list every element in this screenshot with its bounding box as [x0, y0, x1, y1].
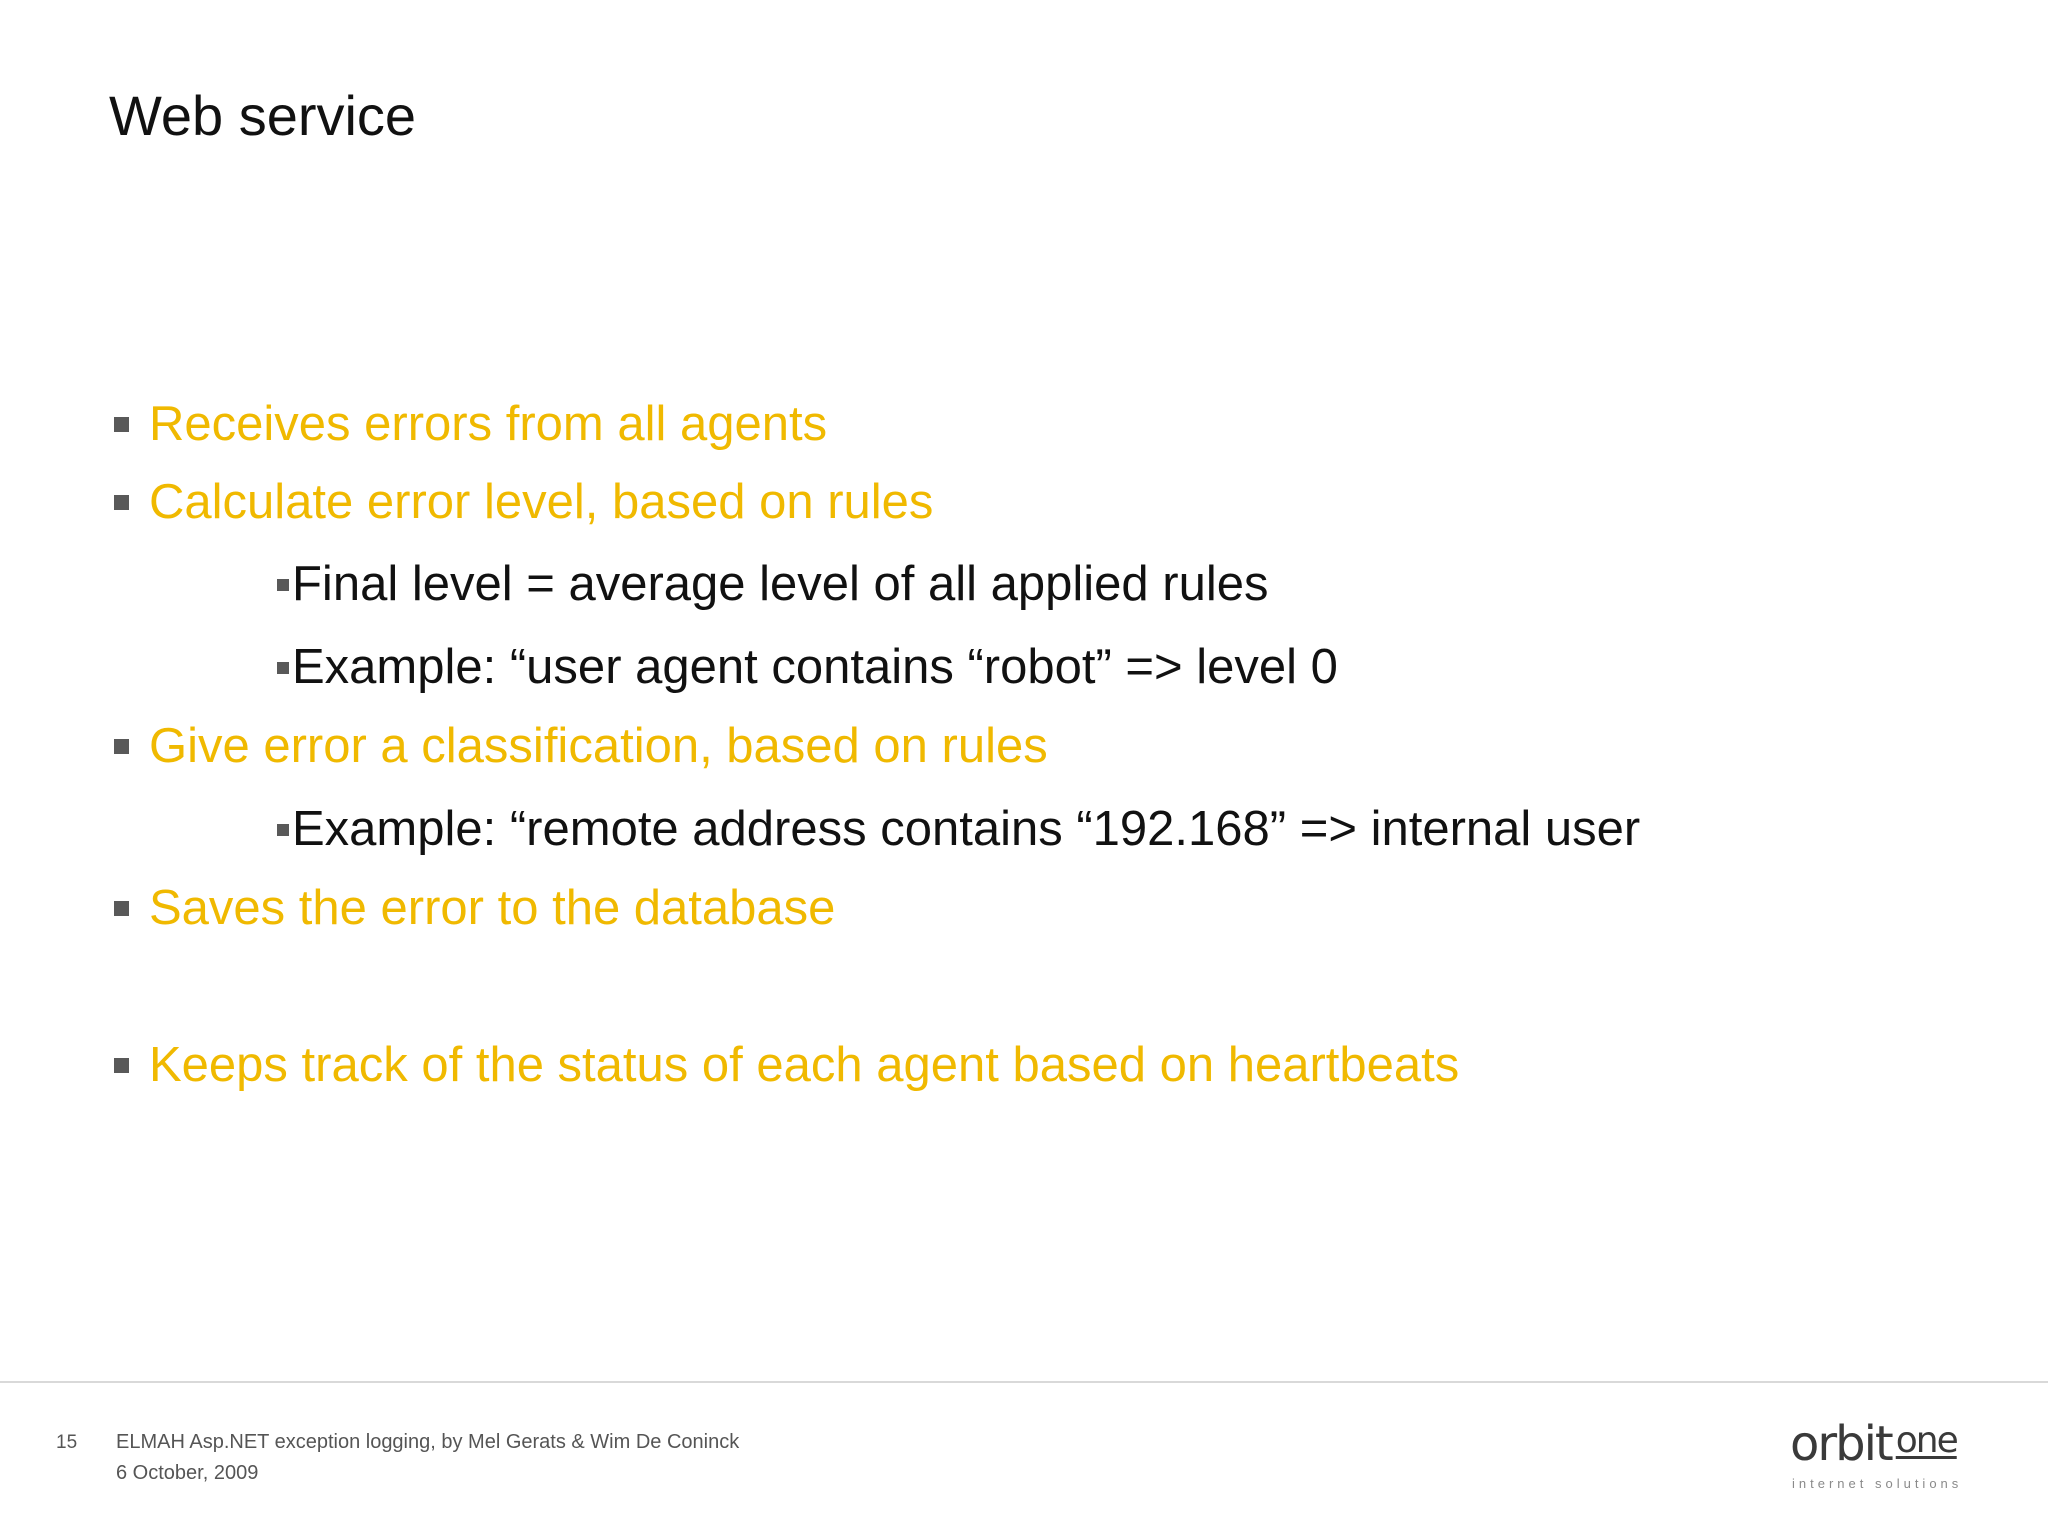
- sub-bullet-item: [277, 640, 1338, 694]
- bullet-item: [114, 881, 836, 935]
- square-bullet-icon: [277, 824, 289, 836]
- logo-tagline: internet solutions: [1792, 1476, 1963, 1491]
- square-bullet-icon: [114, 739, 129, 754]
- square-bullet-icon: [114, 417, 129, 432]
- footer-divider: [0, 1381, 2048, 1383]
- sub-bullet-item: [277, 557, 1269, 611]
- square-bullet-icon: [114, 495, 129, 510]
- bullet-item: [114, 719, 1048, 773]
- logo-main-text: orbit: [1790, 1416, 1892, 1472]
- slide-title: Web service: [109, 84, 417, 147]
- bullet-item: [114, 1038, 1460, 1092]
- bullet-text: Receives errors from all agents: [149, 397, 828, 451]
- bullet-text: Give error a classification, based on rules: [149, 719, 1048, 773]
- footer-line-2: 6 October, 2009: [116, 1462, 259, 1484]
- sub-bullet-text: Example: “remote address contains “192.168” => internal user: [292, 802, 1641, 856]
- square-bullet-icon: [114, 1058, 129, 1073]
- bullet-item: [114, 475, 934, 529]
- sub-bullet-text: Final level = average level of all applied rules: [292, 557, 1269, 611]
- square-bullet-icon: [277, 662, 289, 674]
- bullet-item: [114, 397, 828, 451]
- square-bullet-icon: [114, 901, 129, 916]
- logo-wordmark: [1790, 1416, 1957, 1472]
- footer-line-1: ELMAH Asp.NET exception logging, by Mel Gerats & Wim De Coninck: [116, 1431, 740, 1453]
- orbit-one-logo: [1790, 1416, 1980, 1500]
- logo-accent-text: one: [1895, 1420, 1957, 1461]
- bullet-text: Calculate error level, based on rules: [149, 475, 934, 529]
- square-bullet-icon: [277, 579, 289, 591]
- bullet-text: Keeps track of the status of each agent based on heartbeats: [149, 1038, 1460, 1092]
- footer-info: [116, 1427, 739, 1489]
- page-number: 15: [56, 1432, 78, 1453]
- sub-bullet-item: [277, 802, 1641, 856]
- bullet-text: Saves the error to the database: [149, 881, 836, 935]
- sub-bullet-text: Example: “user agent contains “robot” => level 0: [292, 640, 1338, 694]
